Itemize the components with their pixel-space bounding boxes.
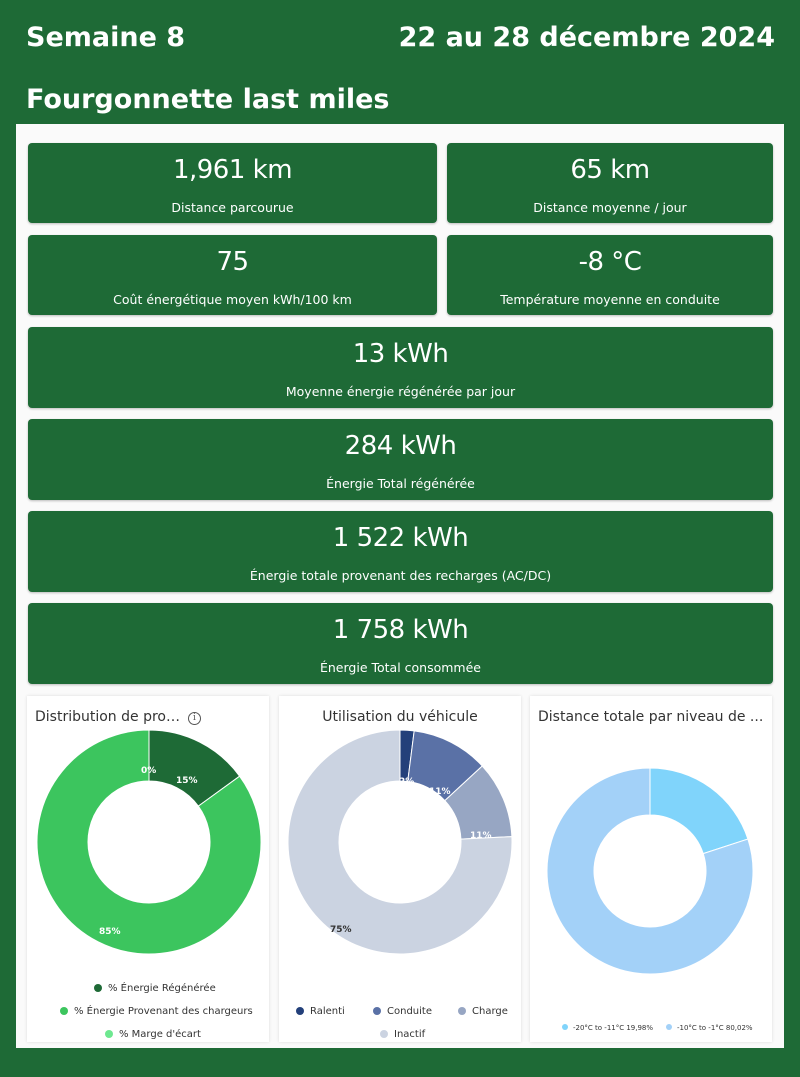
kpi-label: Énergie Total régénérée	[326, 476, 475, 491]
chart-title-text: Distribution de pro…	[35, 709, 180, 725]
legend-dot	[105, 1030, 113, 1038]
legend-item	[666, 1024, 753, 1032]
legend-dot	[60, 1007, 68, 1015]
slice-label-driving: 11%	[429, 787, 451, 797]
date-range: 22 au 28 décembre 2024	[398, 22, 775, 53]
kpi-label: Énergie Total consommée	[319, 660, 481, 675]
kpi-total-consumed	[28, 603, 773, 684]
legend-item	[562, 1024, 653, 1032]
kpi-temperature	[447, 235, 773, 315]
legend-item	[105, 1029, 201, 1040]
slice-label-chargers: 85%	[99, 927, 121, 937]
chart-card-vehicle-usage	[279, 696, 521, 1042]
legend-item	[60, 1006, 253, 1017]
kpi-value: 1 522 kWh	[332, 523, 469, 553]
legend-dot	[562, 1024, 568, 1030]
kpi-total-regen	[28, 419, 773, 500]
kpi-total-charged	[28, 511, 773, 592]
kpi-value: -8 °C	[578, 247, 642, 277]
kpi-distance	[28, 143, 437, 223]
kpi-value: 1 758 kWh	[332, 615, 469, 645]
legend-item	[296, 1006, 345, 1017]
vehicle-name: Fourgonnette last miles	[26, 84, 390, 115]
legend-label: Conduite	[387, 1006, 432, 1017]
legend-dot	[94, 984, 102, 992]
kpi-value: 284 kWh	[344, 431, 457, 461]
chart-card-energy-distribution	[27, 696, 269, 1042]
legend-label: Ralenti	[310, 1006, 345, 1017]
kpi-energy-cost	[28, 235, 437, 315]
legend-label: Inactif	[394, 1029, 426, 1040]
kpi-label: Température moyenne en conduite	[500, 292, 720, 307]
legend-label: % Énergie Régénérée	[108, 983, 216, 994]
kpi-label: Énergie totale provenant des recharges (AC/DC)	[249, 568, 552, 583]
kpi-value: 1,961 km	[172, 155, 293, 185]
slice-label-idle: 2%	[399, 777, 415, 787]
kpi-label: Moyenne énergie régénérée par jour	[285, 384, 516, 399]
legend-dot	[666, 1024, 672, 1030]
report-header	[0, 0, 800, 124]
legend-dot	[380, 1030, 388, 1038]
kpi-label: Coût énergétique moyen kWh/100 km	[113, 292, 352, 307]
legend-dot	[373, 1007, 381, 1015]
legend-dot	[296, 1007, 304, 1015]
chart-title: Utilisation du véhicule	[322, 709, 478, 725]
kpi-average-distance	[447, 143, 773, 223]
info-icon[interactable]: i	[188, 712, 201, 725]
legend-label: -20°C to -11°C 19,98%	[573, 1024, 654, 1032]
kpi-value: 75	[216, 247, 249, 277]
kpi-label: Distance parcourue	[171, 200, 294, 215]
kpi-value: 65 km	[570, 155, 650, 185]
legend-item	[94, 983, 216, 994]
kpi-label: Distance moyenne / jour	[533, 200, 687, 215]
legend-item	[380, 1029, 425, 1040]
legend-label: % Énergie Provenant des chargeurs	[74, 1006, 253, 1017]
chart-title: Distance totale par niveau de ...	[538, 709, 764, 725]
legend-dot	[458, 1007, 466, 1015]
slice-label-inactive: 75%	[330, 925, 352, 935]
slice-label-charging: 11%	[470, 831, 492, 841]
slice-label-margin: 0%	[141, 766, 157, 776]
donut-slice-0[interactable]	[650, 768, 748, 854]
slice-label-regen: 15%	[176, 776, 198, 786]
legend-label: -10°C to -1°C 80,02%	[677, 1024, 753, 1032]
legend-label: % Marge d'écart	[119, 1029, 201, 1040]
dashboard-panel	[16, 124, 784, 1048]
legend-item	[373, 1006, 432, 1017]
legend-item	[458, 1006, 508, 1017]
chart-card-temperature-distance	[530, 696, 772, 1042]
kpi-average-regen	[28, 327, 773, 408]
donut-chart-usage	[279, 696, 521, 1042]
kpi-value: 13 kWh	[352, 339, 449, 369]
week-label: Semaine 8	[26, 22, 186, 53]
legend-label: Charge	[472, 1006, 508, 1017]
donut-chart-temperature	[530, 696, 772, 1042]
